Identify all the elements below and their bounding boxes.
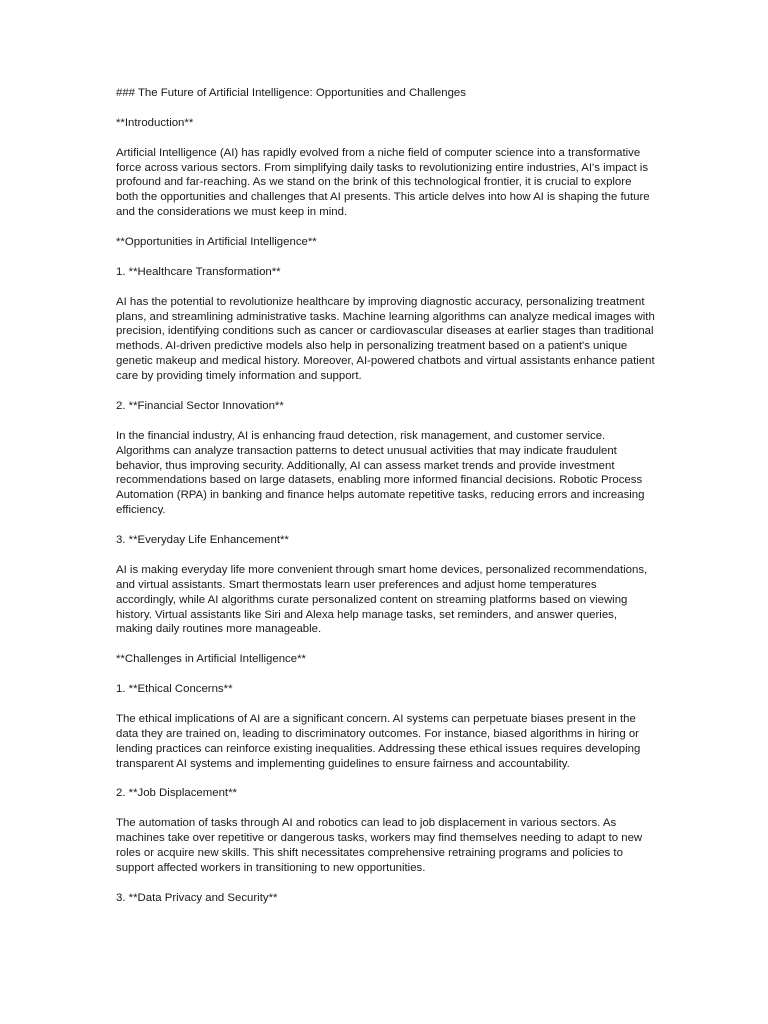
ethical-concerns-paragraph: The ethical implications of AI are a significant concern. AI systems can perpetuate biases present in the data they are trained on, leading to discriminatory outcomes. For instance, biased algorithms in hiring or lending practices can reinforce existing inequalities. Addressing these ethical issues requires developing transparent AI systems and implementing guidelines to ensure fairness and accountability. <box>116 712 641 770</box>
challenges-heading: **Challenges in Artificial Intelligence** <box>116 653 306 666</box>
introduction-paragraph: Artificial Intelligence (AI) has rapidly evolved from a niche field of computer science into a transformative force across various sectors. From simplifying daily tasks to revolutionizing entire industries, AI's impact is profound and far-reaching. As we stand on the brink of this technological frontier, it is crucial to explore both the opportunities and challenges that AI presents. This article delves into how AI is shaping the future and the considerations we must keep in mind. <box>116 146 650 219</box>
document-body <box>116 86 656 921</box>
healthcare-heading: 1. **Healthcare Transformation** <box>116 265 281 278</box>
job-displacement-heading: 2. **Job Displacement** <box>116 787 237 800</box>
healthcare-paragraph: AI has the potential to revolutionize healthcare by improving diagnostic accuracy, personalizing treatment plans, and streamlining administrative tasks. Machine learning algorithms can analyze medical images with precision, identifying conditions such as cancer or cardiovascular diseases at earlier stages than traditional methods. AI-driven predictive models also help in personalizing treatment based on a patient's unique genetic makeup and medical history. Moreover, AI-powered chatbots and virtual assistants enhance patient care by providing timely information and support. <box>116 295 655 383</box>
everyday-life-heading: 3. **Everyday Life Enhancement** <box>116 534 289 547</box>
data-privacy-heading: 3. **Data Privacy and Security** <box>116 891 278 904</box>
ethical-concerns-heading: 1. **Ethical Concerns** <box>116 683 233 696</box>
document-title: ### The Future of Artificial Intelligence: Opportunities and Challenges <box>116 87 466 99</box>
financial-paragraph: In the financial industry, AI is enhancing fraud detection, risk management, and customer service. Algorithms can analyze transaction patterns to detect unusual activities that may indicate fraudulent behavior, thus improving security. Additionally, AI can assess market trends and provide investment recommendations based on large datasets, enabling more informed financial decisions. Robotic Process Automation (RPA) in banking and finance helps automate repetitive tasks, reducing errors and increasing efficiency. <box>116 429 645 517</box>
introduction-heading: **Introduction** <box>116 116 194 129</box>
everyday-life-paragraph: AI is making everyday life more convenient through smart home devices, personalized recommendations, and virtual assistants. Smart thermostats learn user preferences and adjust home temperatures accordingly, while AI algorithms curate personalized content on streaming platforms based on viewing history. Virtual assistants like Siri and Alexa help manage tasks, set reminders, and answer queries, making daily routines more manageable. <box>116 563 648 636</box>
opportunities-heading: **Opportunities in Artificial Intelligence** <box>116 236 317 249</box>
financial-heading: 2. **Financial Sector Innovation** <box>116 399 284 412</box>
job-displacement-paragraph: The automation of tasks through AI and robotics can lead to job displacement in various sectors. As machines take over repetitive or dangerous tasks, workers may find themselves needing to adapt to new roles or acquire new skills. This shift necessitates comprehensive retraining programs and policies to support affected workers in transitioning to new opportunities. <box>116 817 643 874</box>
